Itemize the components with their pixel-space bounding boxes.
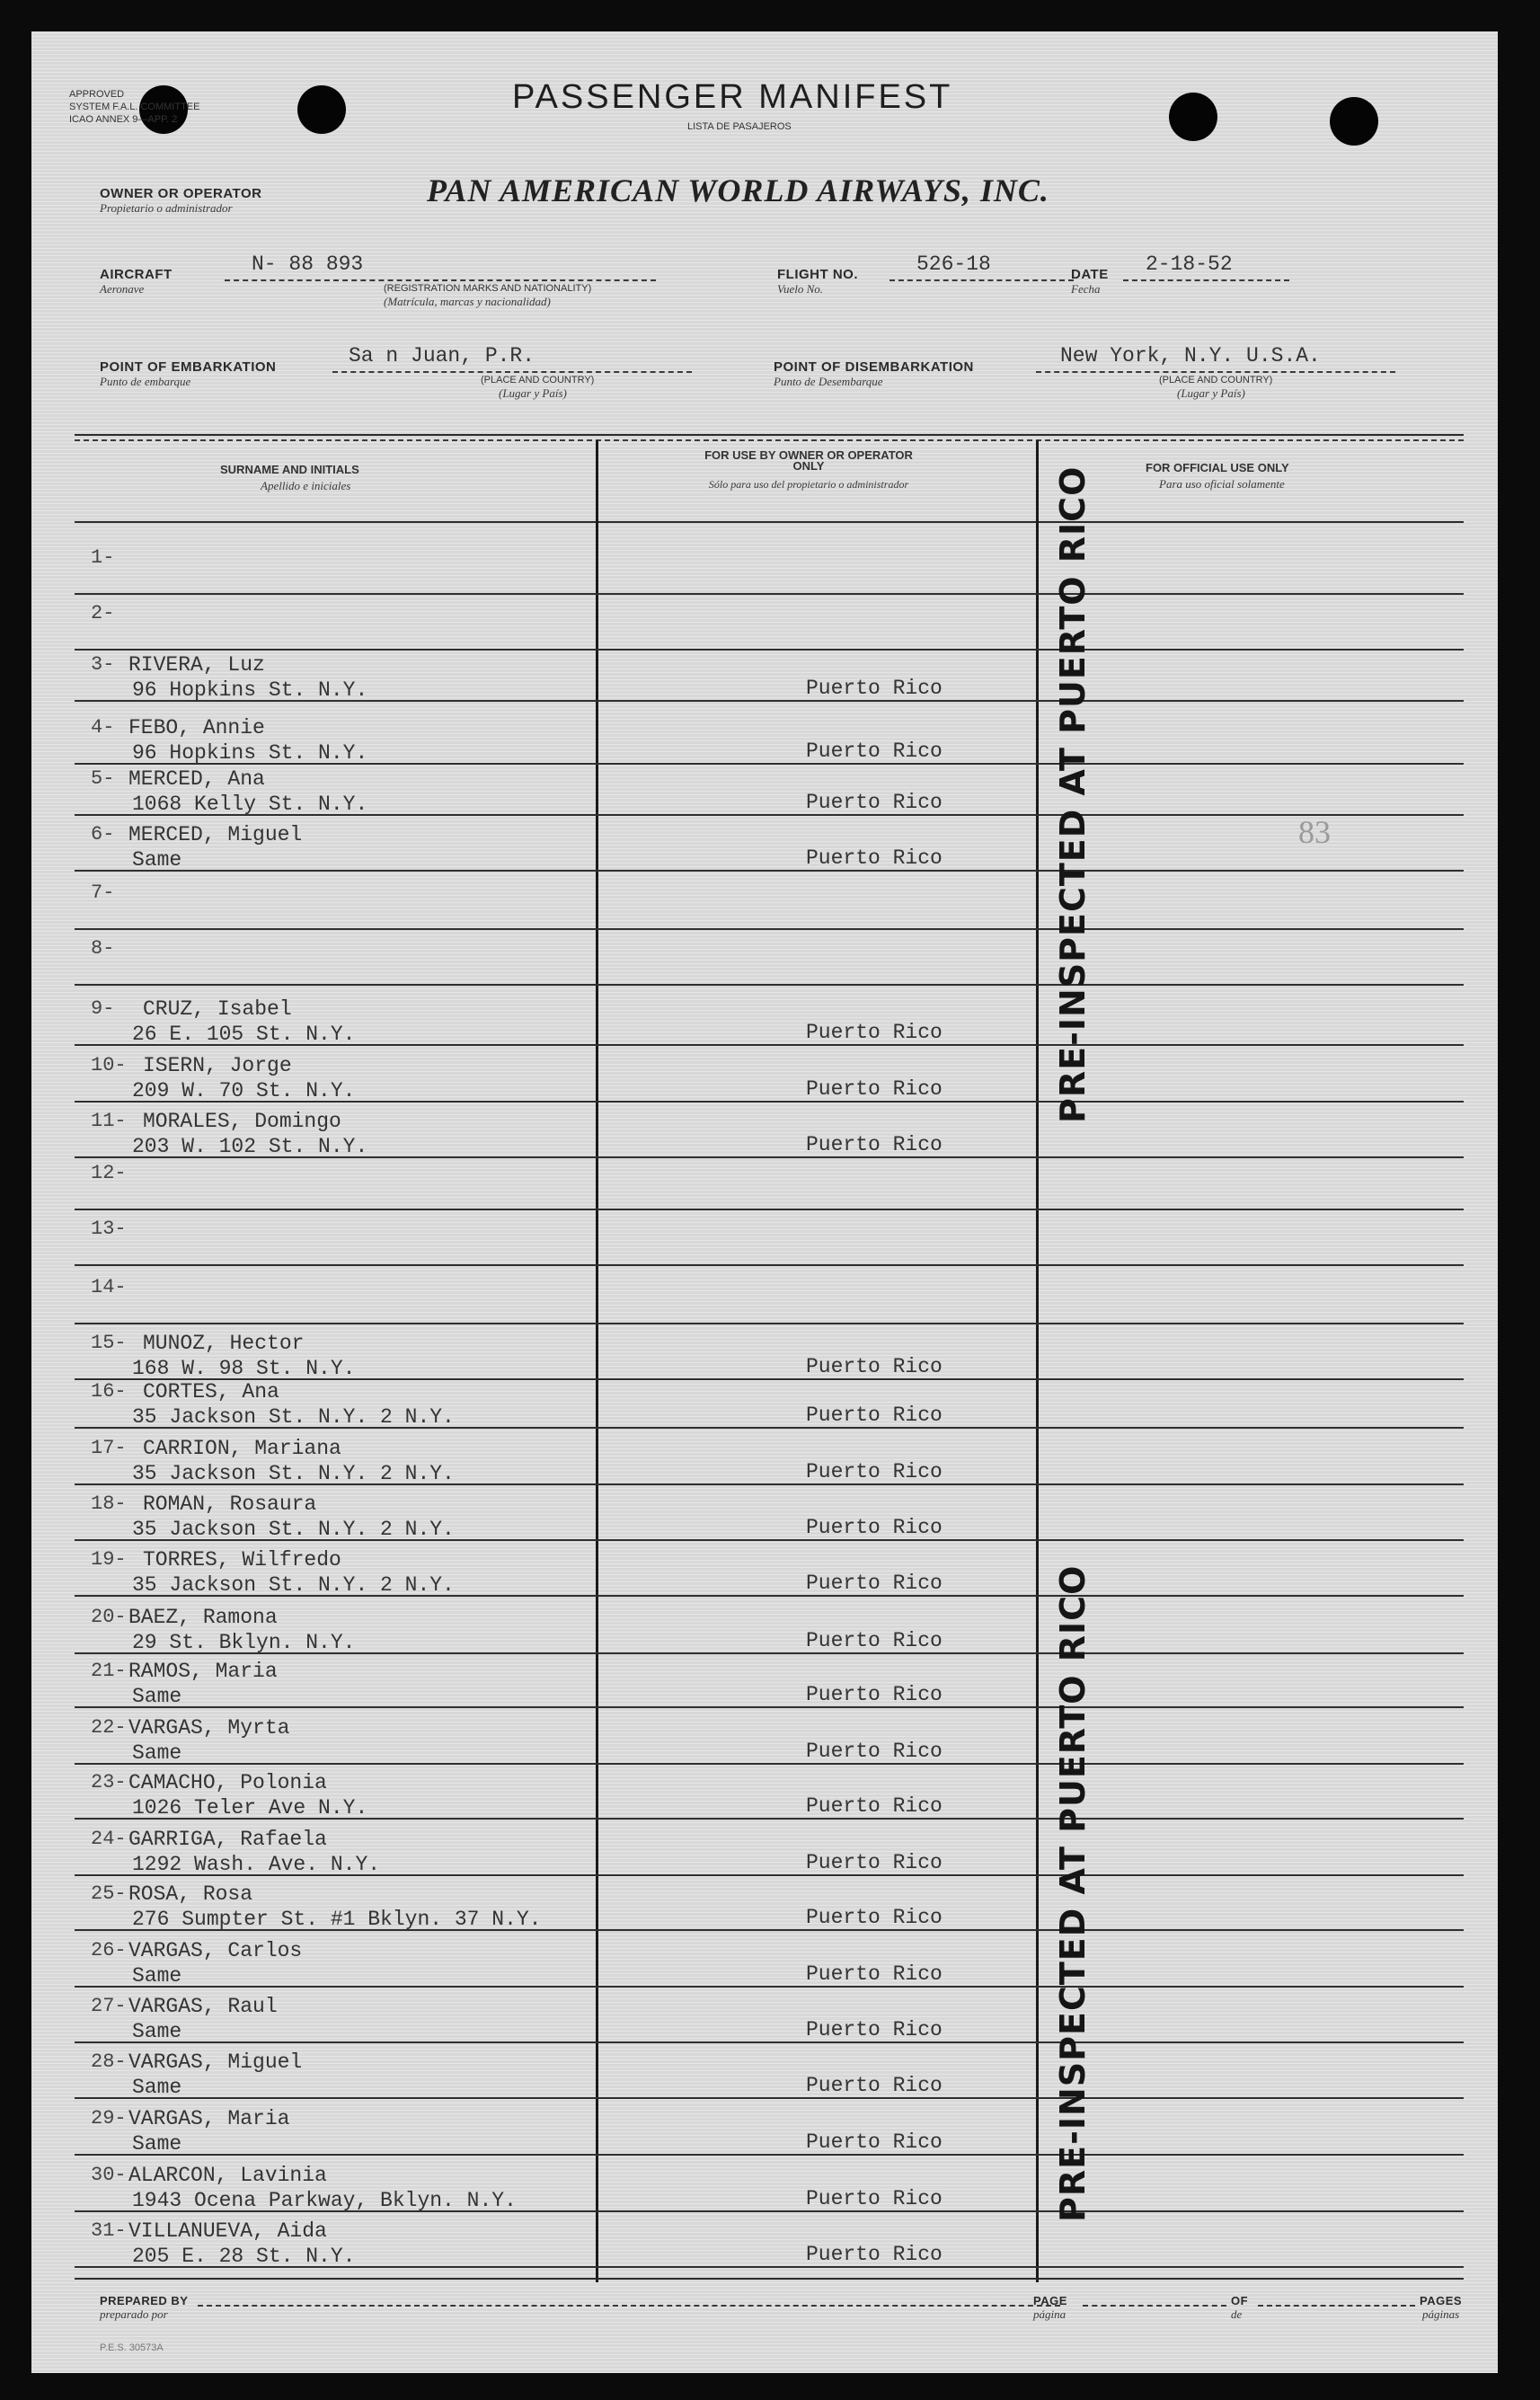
date-label-es: Fecha — [1071, 282, 1101, 296]
passenger-name: RIVERA, Luz — [128, 653, 265, 677]
header-divider — [75, 521, 1464, 523]
row-divider — [75, 1539, 1464, 1541]
row-number: 24- — [91, 1828, 127, 1850]
row-divider — [75, 1209, 1464, 1210]
embarkation-label-es: Punto de embarque — [100, 375, 191, 388]
row-divider — [75, 928, 1464, 930]
passenger-address: Same — [132, 1964, 182, 1988]
passenger-name: VARGAS, Carlos — [128, 1939, 303, 1962]
passenger-name: VARGAS, Myrta — [128, 1716, 290, 1740]
owner-label: OWNER OR OPERATOR — [100, 186, 262, 201]
passenger-origin: Puerto Rico — [806, 2074, 943, 2097]
date-label: DATE — [1071, 267, 1109, 282]
row-number: 19- — [91, 1548, 127, 1571]
row-divider — [75, 1986, 1464, 1988]
passenger-address: Same — [132, 2132, 182, 2156]
passenger-name: BAEZ, Ramona — [128, 1606, 278, 1629]
date-underline — [1123, 279, 1289, 281]
manifest-sheet — [31, 31, 1498, 2373]
row-divider — [75, 2154, 1464, 2156]
row-number: 11- — [91, 1110, 127, 1132]
row-number: 25- — [91, 1882, 127, 1905]
row-number: 14- — [91, 1276, 127, 1298]
passenger-name: CARRION, Mariana — [143, 1437, 341, 1460]
row-number: 31- — [91, 2219, 127, 2242]
flight-number-value: 526-18 — [916, 252, 991, 276]
passenger-origin: Puerto Rico — [806, 1962, 943, 1986]
approval-line: APPROVED — [69, 89, 125, 100]
passenger-address: 35 Jackson St. N.Y. 2 N.Y. — [132, 1462, 455, 1485]
page-title: PASSENGER MANIFEST — [512, 78, 953, 116]
row-number: 7- — [91, 881, 115, 904]
row-number: 8- — [91, 937, 115, 960]
passenger-name: VILLANUEVA, Aida — [128, 2219, 327, 2243]
row-divider — [75, 1818, 1464, 1820]
passenger-address: Same — [132, 1741, 182, 1765]
of-label-es: de — [1231, 2307, 1243, 2321]
passenger-address: Same — [132, 2076, 182, 2099]
passenger-address: 96 Hopkins St. N.Y. — [132, 678, 368, 702]
passenger-address: 1068 Kelly St. N.Y. — [132, 793, 368, 816]
passenger-address: 29 St. Bklyn. N.Y. — [132, 1631, 356, 1654]
passenger-origin: Puerto Rico — [806, 1355, 943, 1378]
row-number: 2- — [91, 602, 115, 624]
form-code: P.E.S. 30573A — [100, 2342, 164, 2353]
pages-label-es: páginas — [1422, 2307, 1460, 2321]
margin-number: 83 — [1298, 814, 1331, 850]
column-divider-2 — [1036, 440, 1039, 2282]
passenger-address: 276 Sumpter St. #1 Bklyn. 37 N.Y. — [132, 1908, 542, 1931]
row-number: 15- — [91, 1332, 127, 1354]
passenger-origin: Puerto Rico — [806, 1794, 943, 1818]
col-header-official: FOR OFFICIAL USE ONLY — [1146, 461, 1289, 474]
row-divider — [75, 1652, 1464, 1654]
row-divider — [75, 593, 1464, 595]
passenger-name: ROMAN, Rosaura — [143, 1492, 317, 1516]
passenger-name: VARGAS, Miguel — [128, 2050, 303, 2074]
row-number: 6- — [91, 823, 115, 846]
col-header-owner — [701, 450, 916, 472]
prepared-by-label: PREPARED BY — [100, 2294, 189, 2307]
row-number: 3- — [91, 653, 115, 676]
row-number: 16- — [91, 1380, 127, 1403]
row-divider — [75, 649, 1464, 651]
row-number: 17- — [91, 1437, 127, 1459]
passenger-name: FEBO, Annie — [128, 716, 265, 739]
col-header-official-es: Para uso oficial solamente — [1159, 477, 1285, 491]
page-line — [1083, 2305, 1226, 2307]
row-number: 30- — [91, 2164, 127, 2186]
row-divider — [75, 984, 1464, 986]
row-divider — [75, 1156, 1464, 1158]
passenger-origin: Puerto Rico — [806, 1133, 943, 1156]
passenger-address: Same — [132, 2020, 182, 2043]
row-number: 21- — [91, 1660, 127, 1682]
passenger-name: MORALES, Domingo — [143, 1110, 341, 1133]
passenger-address: 168 W. 98 St. N.Y. — [132, 1357, 356, 1380]
table-top-border — [75, 434, 1464, 436]
date-value: 2-18-52 — [1146, 252, 1233, 276]
passenger-address: 35 Jackson St. N.Y. 2 N.Y. — [132, 1573, 455, 1597]
row-number: 9- — [91, 997, 115, 1020]
disembarkation-label: POINT OF DISEMBARKATION — [774, 359, 974, 375]
passenger-origin: Puerto Rico — [806, 1629, 943, 1652]
col-header-owner-text: FOR USE BY OWNER OR OPERATOR ONLY — [704, 448, 913, 473]
passenger-name: MUNOZ, Hector — [143, 1332, 305, 1355]
row-divider — [75, 870, 1464, 872]
disembarkation-underline — [1036, 371, 1395, 373]
of-line — [1258, 2305, 1415, 2307]
passenger-address: 96 Hopkins St. N.Y. — [132, 741, 368, 765]
passenger-address: 26 E. 105 St. N.Y. — [132, 1023, 356, 1046]
passenger-name: MERCED, Ana — [128, 767, 265, 791]
passenger-address: 1943 Ocena Parkway, Bklyn. N.Y. — [132, 2189, 517, 2212]
embarkation-label: POINT OF EMBARKATION — [100, 359, 277, 375]
prepared-by-label-es: preparado por — [100, 2307, 168, 2321]
passenger-name: VARGAS, Maria — [128, 2107, 290, 2130]
row-number: 12- — [91, 1162, 127, 1184]
embarkation-value: Sa n Juan, P.R. — [349, 344, 535, 368]
passenger-origin: Puerto Rico — [806, 1021, 943, 1044]
flight-label-es: Vuelo No. — [777, 282, 824, 296]
row-divider — [75, 2210, 1464, 2212]
passenger-origin: Puerto Rico — [806, 1851, 943, 1874]
passenger-address: Same — [132, 848, 182, 872]
embarkation-place-note-es: (Lugar y País) — [499, 386, 567, 400]
passenger-name: CRUZ, Isabel — [143, 997, 292, 1021]
passenger-origin: Puerto Rico — [806, 1740, 943, 1763]
approval-line: SYSTEM F.A.L. COMMITTEE — [69, 102, 200, 112]
passenger-origin: Puerto Rico — [806, 1516, 943, 1539]
table-bottom-border — [75, 2278, 1464, 2280]
row-divider — [75, 1323, 1464, 1324]
row-number: 10- — [91, 1054, 127, 1076]
row-number: 20- — [91, 1606, 127, 1628]
passenger-origin: Puerto Rico — [806, 1077, 943, 1101]
row-divider — [75, 1929, 1464, 1931]
page-label-es: página — [1033, 2307, 1066, 2321]
aircraft-note: (REGISTRATION MARKS AND NATIONALITY) — [384, 283, 592, 294]
passenger-address: 205 E. 28 St. N.Y. — [132, 2245, 356, 2268]
passenger-origin: Puerto Rico — [806, 2130, 943, 2154]
row-divider — [75, 700, 1464, 702]
row-number: 27- — [91, 1995, 127, 2017]
page-subtitle: LISTA DE PASAJEROS — [687, 121, 792, 132]
embarkation-place-note: (PLACE AND COUNTRY) — [481, 375, 595, 385]
passenger-name: VARGAS, Raul — [128, 1995, 278, 2018]
row-divider — [75, 1044, 1464, 1046]
passenger-name: GARRIGA, Rafaela — [128, 1828, 327, 1851]
passenger-name: RAMOS, Maria — [128, 1660, 278, 1683]
passenger-origin: Puerto Rico — [806, 739, 943, 763]
aircraft-underline — [225, 279, 656, 281]
of-label: OF — [1231, 2294, 1249, 2307]
disembarkation-place-note-es: (Lugar y País) — [1177, 386, 1245, 400]
passenger-origin: Puerto Rico — [806, 1906, 943, 1929]
passenger-name: ROSA, Rosa — [128, 1882, 253, 1906]
page-label: PAGE — [1033, 2294, 1067, 2307]
flight-underline — [889, 279, 1074, 281]
passenger-origin: Puerto Rico — [806, 1683, 943, 1706]
row-divider — [75, 1427, 1464, 1429]
passenger-origin: Puerto Rico — [806, 846, 943, 870]
passenger-origin: Puerto Rico — [806, 677, 943, 700]
passenger-address: 35 Jackson St. N.Y. 2 N.Y. — [132, 1405, 455, 1429]
passenger-name: ISERN, Jorge — [143, 1054, 292, 1077]
row-number: 13- — [91, 1218, 127, 1240]
passenger-origin: Puerto Rico — [806, 1460, 943, 1483]
row-divider — [75, 763, 1464, 765]
approval-line: ICAO ANNEX 9—APP. 2 — [69, 114, 178, 125]
passenger-address: 1026 Teler Ave N.Y. — [132, 1796, 368, 1820]
owner-label-es: Propietario o administrador — [100, 201, 233, 215]
row-divider — [75, 1101, 1464, 1103]
passenger-origin: Puerto Rico — [806, 2018, 943, 2041]
row-number: 29- — [91, 2107, 127, 2130]
row-number: 22- — [91, 1716, 127, 1739]
passenger-name: ALARCON, Lavinia — [128, 2164, 327, 2187]
passenger-name: CAMACHO, Polonia — [128, 1771, 327, 1794]
passenger-origin: Puerto Rico — [806, 791, 943, 814]
row-number: 5- — [91, 767, 115, 790]
passenger-name: MERCED, Miguel — [128, 823, 303, 846]
punch-hole — [297, 85, 346, 134]
aircraft-value: N- 88 893 — [252, 252, 364, 276]
column-divider-1 — [596, 440, 598, 2282]
aircraft-note-es: (Matrícula, marcas y nacionalidad) — [384, 295, 551, 308]
passenger-origin: Puerto Rico — [806, 2243, 943, 2266]
passenger-address: 1292 Wash. Ave. N.Y. — [132, 1853, 381, 1876]
row-divider — [75, 1706, 1464, 1708]
row-number: 26- — [91, 1939, 127, 1962]
row-number: 28- — [91, 2050, 127, 2073]
row-divider — [75, 1483, 1464, 1485]
pages-label: PAGES — [1420, 2294, 1463, 2307]
passenger-address: 203 W. 102 St. N.Y. — [132, 1135, 368, 1158]
punch-hole — [1169, 93, 1217, 141]
owner-name: PAN AMERICAN WORLD AIRWAYS, INC. — [427, 173, 1049, 208]
passenger-address: 209 W. 70 St. N.Y. — [132, 1079, 356, 1103]
row-divider — [75, 1874, 1464, 1876]
row-divider — [75, 1763, 1464, 1765]
prepared-by-line — [198, 2305, 1060, 2307]
row-divider — [75, 2041, 1464, 2043]
table-top-border-2 — [75, 439, 1464, 441]
pre-inspected-stamp-bottom: PRE-INSPECTED AT PUERTO RICO — [1053, 1564, 1093, 2222]
col-header-surname-es: Apellido e iniciales — [261, 479, 351, 492]
disembarkation-place-note: (PLACE AND COUNTRY) — [1159, 375, 1273, 385]
col-header-owner-es — [692, 479, 925, 491]
disembarkation-label-es: Punto de Desembarque — [774, 375, 883, 388]
row-divider — [75, 1264, 1464, 1266]
flight-label: FLIGHT NO. — [777, 267, 858, 282]
passenger-address: 35 Jackson St. N.Y. 2 N.Y. — [132, 1518, 455, 1541]
passenger-name: CORTES, Ana — [143, 1380, 279, 1404]
pre-inspected-stamp-top: PRE-INSPECTED AT PUERTO RICO — [1053, 465, 1093, 1123]
passenger-origin: Puerto Rico — [806, 2187, 943, 2210]
disembarkation-value: New York, N.Y. U.S.A. — [1060, 344, 1321, 368]
row-number: 18- — [91, 1492, 127, 1515]
row-divider — [75, 2266, 1464, 2268]
row-divider — [75, 814, 1464, 816]
row-number: 23- — [91, 1771, 127, 1793]
row-divider — [75, 1595, 1464, 1597]
row-number: 1- — [91, 546, 115, 569]
passenger-origin: Puerto Rico — [806, 1572, 943, 1595]
embarkation-underline — [332, 371, 692, 373]
punch-hole — [1330, 97, 1378, 146]
passenger-origin: Puerto Rico — [806, 1404, 943, 1427]
aircraft-label-es: Aeronave — [100, 282, 145, 296]
row-divider — [75, 1378, 1464, 1380]
aircraft-label: AIRCRAFT — [100, 267, 173, 282]
passenger-name: TORRES, Wilfredo — [143, 1548, 341, 1572]
row-number: 4- — [91, 716, 115, 739]
row-divider — [75, 2097, 1464, 2099]
col-header-surname: SURNAME AND INITIALS — [220, 463, 359, 476]
passenger-address: Same — [132, 1685, 182, 1708]
col-header-owner-es-text: Sólo para uso del propietario o administrador — [708, 478, 909, 491]
